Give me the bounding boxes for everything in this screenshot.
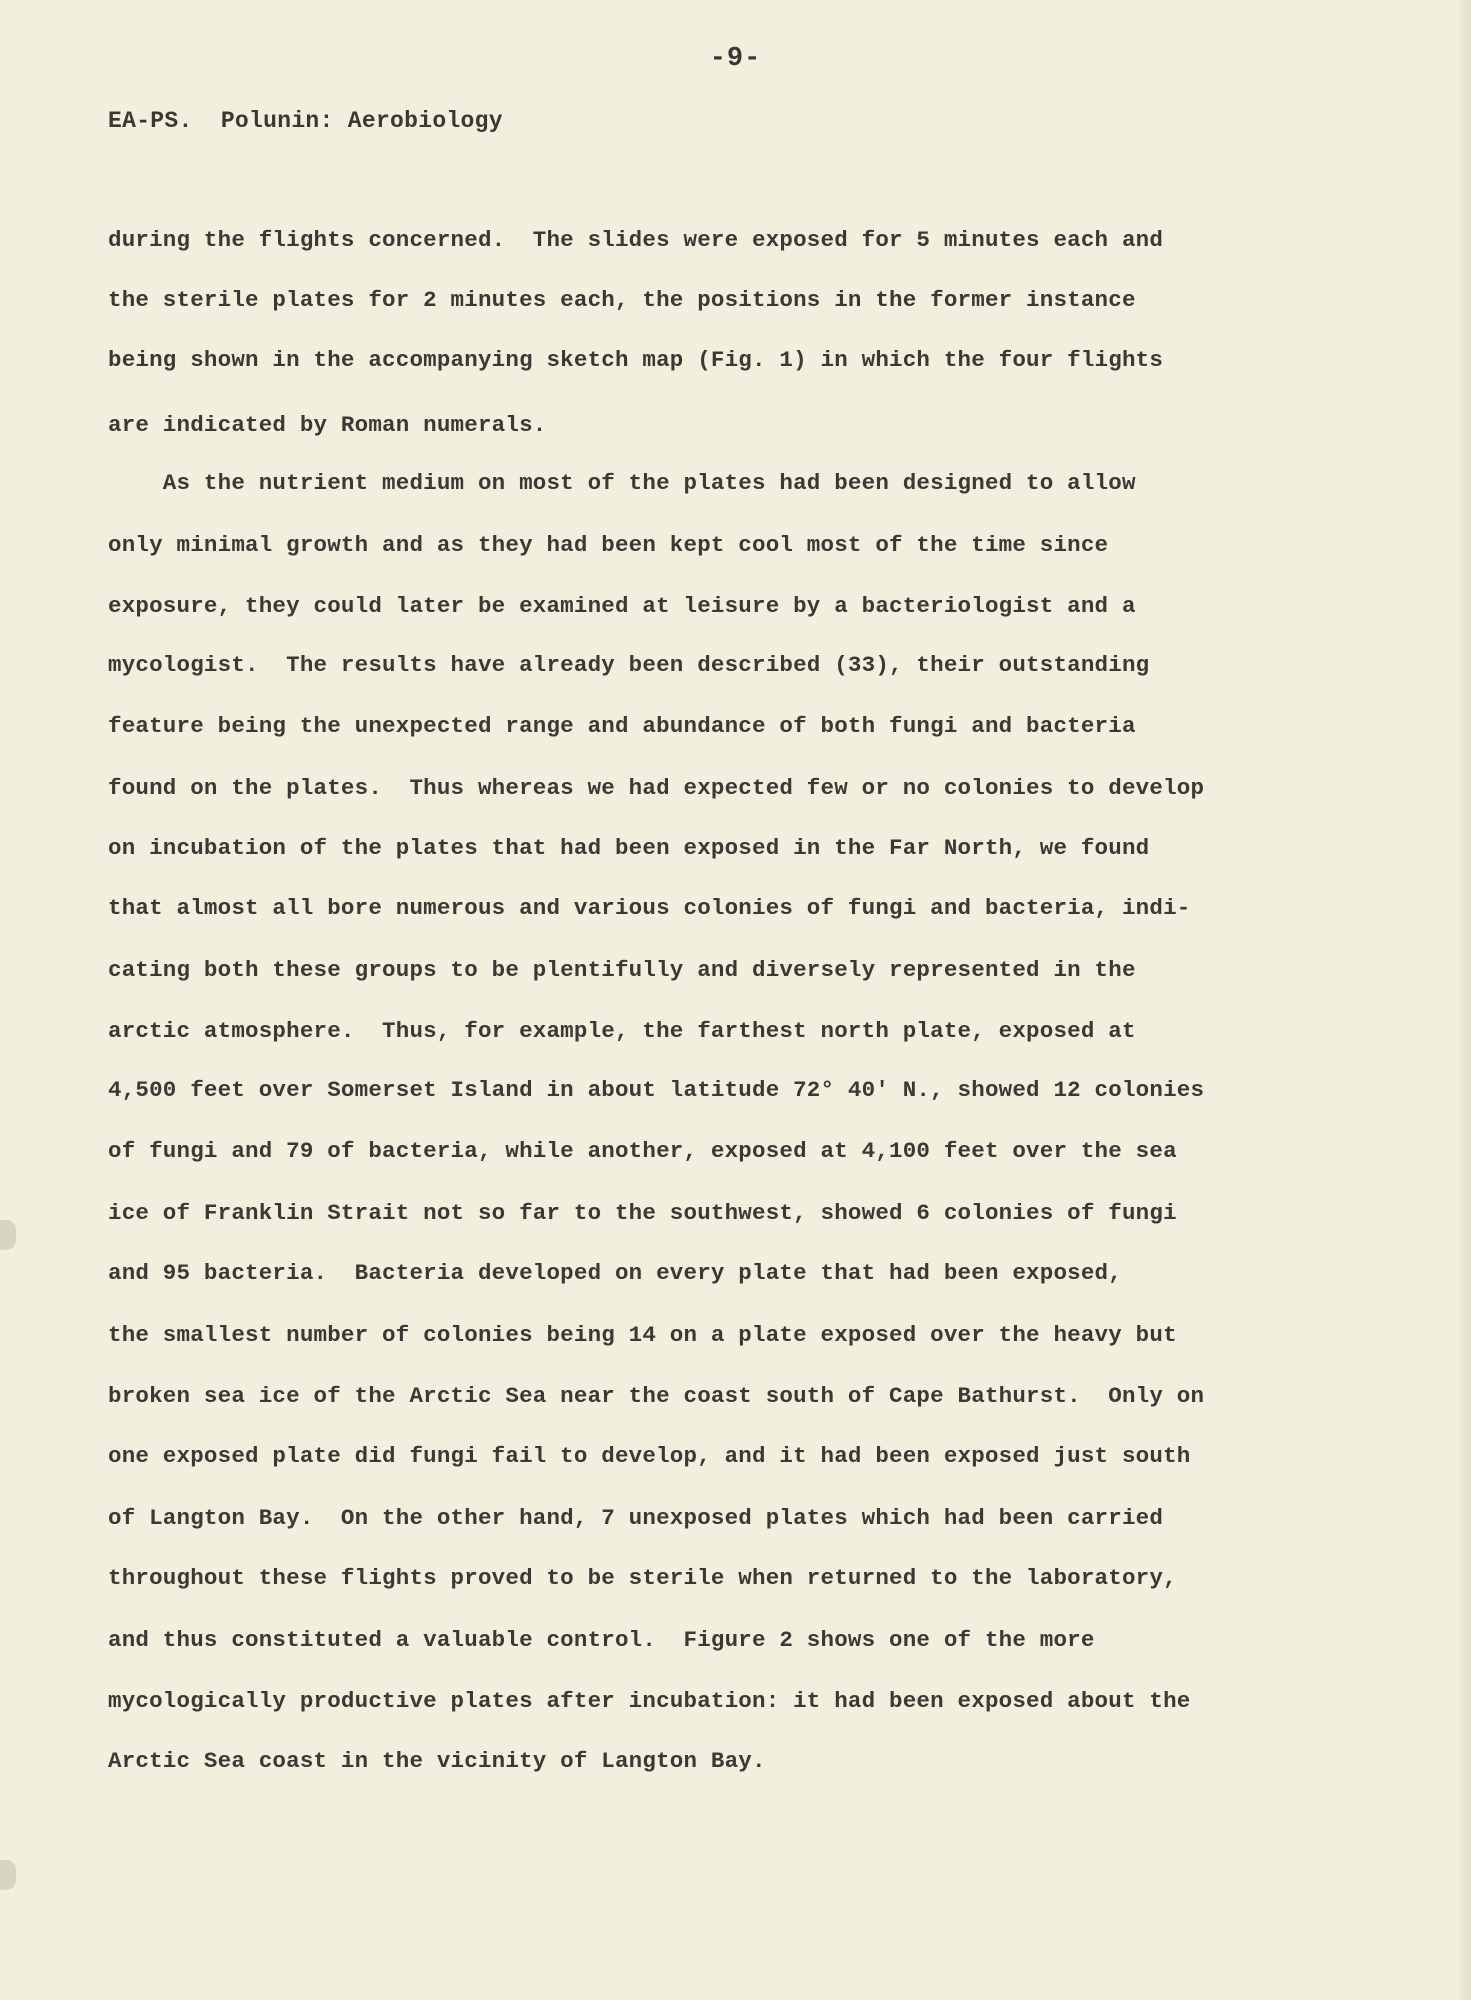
body-line: exposure, they could later be examined at leisure by a bacteriologist and a [108, 593, 1136, 619]
punch-hole [0, 1220, 16, 1250]
body-line: of fungi and 79 of bacteria, while another, exposed at 4,100 feet over the sea [108, 1138, 1177, 1164]
body-line: are indicated by Roman numerals. [108, 412, 547, 438]
body-line: one exposed plate did fungi fail to develop, and it had been exposed just south [108, 1443, 1191, 1469]
body-line: on incubation of the plates that had been exposed in the Far North, we found [108, 835, 1150, 861]
page-number: -9- [709, 44, 762, 74]
body-line: during the flights concerned. The slides were exposed for 5 minutes each and [108, 227, 1164, 253]
body-line: mycologist. The results have already been described (33), their outstanding [108, 652, 1150, 678]
body-line: being shown in the accompanying sketch map (Fig. 1) in which the four flights [108, 347, 1164, 373]
body-line: arctic atmosphere. Thus, for example, the farthest north plate, exposed at [108, 1018, 1136, 1044]
body-line: throughout these flights proved to be sterile when returned to the laboratory, [108, 1565, 1177, 1591]
running-head: EA-PS. Polunin: Aerobiology [108, 108, 503, 134]
body-line: and thus constituted a valuable control. Figure 2 shows one of the more [108, 1627, 1095, 1653]
body-line: only minimal growth and as they had been kept cool most of the time since [108, 532, 1109, 558]
body-line: found on the plates. Thus whereas we had expected few or no colonies to develop [108, 775, 1205, 801]
body-line: and 95 bacteria. Bacteria developed on every plate that had been exposed, [108, 1260, 1122, 1286]
body-line: the smallest number of colonies being 14 on a plate exposed over the heavy but [108, 1322, 1177, 1348]
body-line: broken sea ice of the Arctic Sea near the coast south of Cape Bathurst. Only on [108, 1383, 1205, 1409]
body-line: of Langton Bay. On the other hand, 7 unexposed plates which had been carried [108, 1505, 1164, 1531]
body-line: ice of Franklin Strait not so far to the southwest, showed 6 colonies of fungi [108, 1200, 1177, 1226]
body-line: Arctic Sea coast in the vicinity of Langton Bay. [108, 1748, 766, 1774]
body-line: feature being the unexpected range and abundance of both fungi and bacteria [108, 713, 1136, 739]
body-line: 4,500 feet over Somerset Island in about latitude 72° 40' N., showed 12 colonies [108, 1077, 1205, 1103]
body-line: cating both these groups to be plentifully and diversely represented in the [108, 957, 1136, 983]
page-edge-shadow [1457, 0, 1471, 2000]
body-line: that almost all bore numerous and various colonies of fungi and bacteria, indi- [108, 895, 1191, 921]
body-line: As the nutrient medium on most of the plates had been designed to allow [108, 470, 1136, 496]
punch-hole [0, 1860, 16, 1890]
body-line: mycologically productive plates after incubation: it had been exposed about the [108, 1688, 1191, 1714]
body-line: the sterile plates for 2 minutes each, the positions in the former instance [108, 287, 1136, 313]
